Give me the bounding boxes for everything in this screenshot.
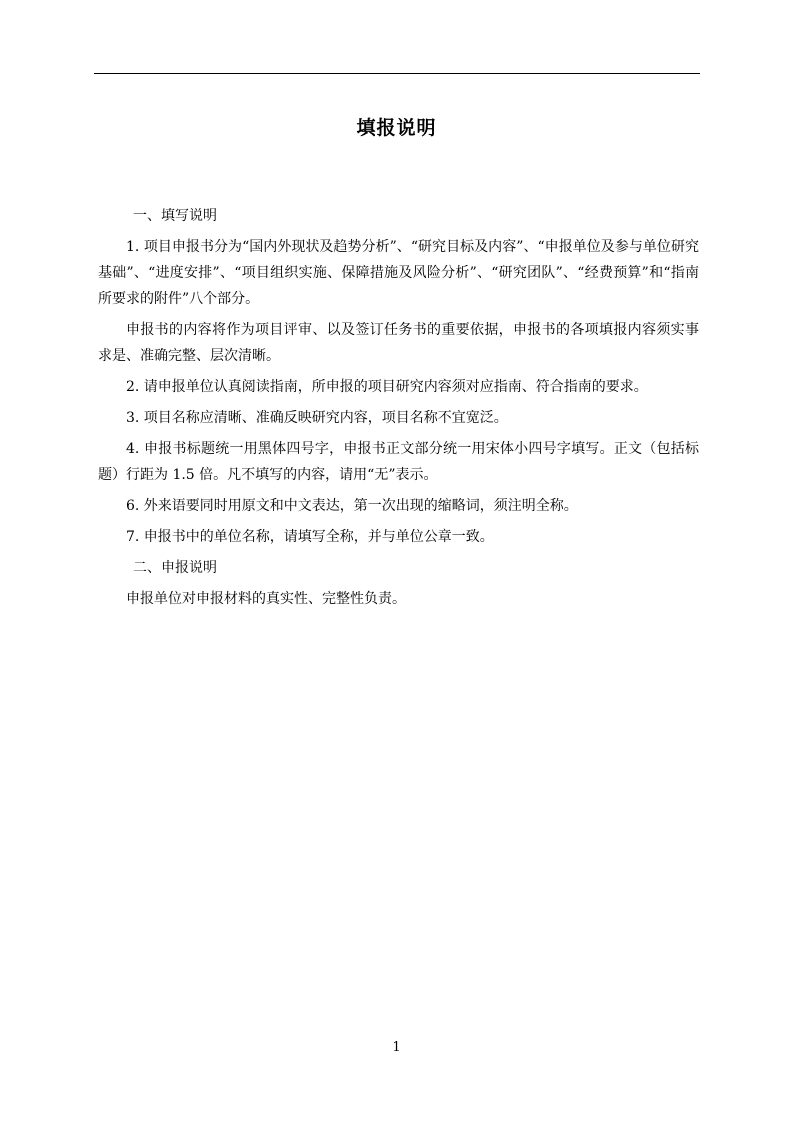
- page-number: 1: [392, 1040, 401, 1055]
- instruction-item-2: 2. 请申报单位认真阅读指南，所申报的项目研究内容须对应指南、符合指南的要求。: [126, 379, 648, 395]
- section-heading-fill-instructions: 一、填写说明: [133, 208, 217, 224]
- instruction-item-3: 3. 项目名称应清晰、准确反映研究内容，项目名称不宜宽泛。: [126, 410, 508, 426]
- document-body: [98, 203, 699, 617]
- instruction-item-1-note: 申报书的内容将作为项目评审、以及签订任务书的重要依据，申报书的各项填报内容须实事求是、准确完整、层次清晰。: [98, 322, 699, 364]
- instruction-item-4: 4. 申报书标题统一用黑体四号字，申报书正文部分统一用宋体小四号字填写。正文（包括标题）行距为 1.5 倍。凡不填写的内容，请用“无”表示。: [98, 441, 699, 483]
- document-title: 填报说明: [356, 117, 437, 139]
- header-rule: [94, 73, 700, 74]
- section-heading-declaration: 二、申报说明: [133, 560, 217, 576]
- instruction-item-6: 6. 外来语要同时用原文和中文表达，第一次出现的缩略词，须注明全称。: [126, 498, 578, 514]
- instruction-item-7: 7. 申报书中的单位名称，请填写全称，并与单位公章一致。: [126, 529, 494, 545]
- instruction-item-1: 1. 项目申报书分为“国内外现状及趋势分析”、“研究目标及内容”、“申报单位及参与单位研究基础”、“进度安排”、“项目组织实施、保障措施及风险分析”、“研究团队”、“经费预算”和“指南所要求的附件”八个部分。: [98, 239, 699, 307]
- declaration-text: 申报单位对申报材料的真实性、完整性负责。: [126, 591, 406, 607]
